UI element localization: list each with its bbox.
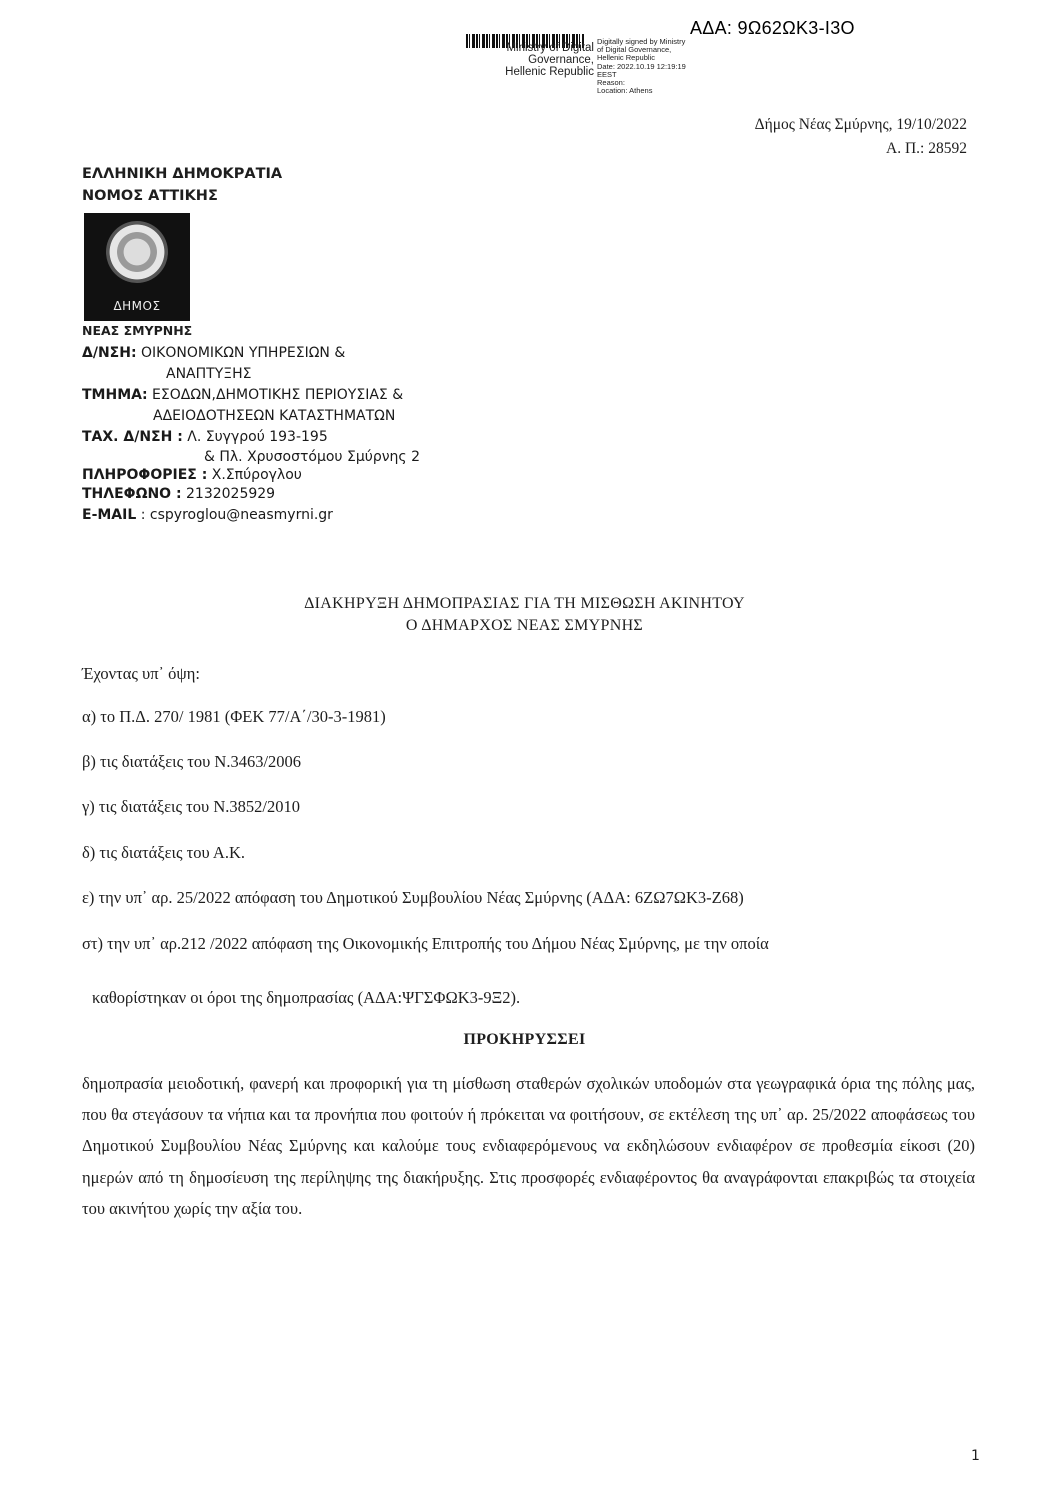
seal-icon <box>106 221 168 283</box>
signature-detail-line: of Digital Governance, <box>597 45 672 55</box>
prefecture-name: ΝΟΜΟΣ ΑΤΤΙΚΗΣ <box>82 188 218 204</box>
consideration-item: γ) τις διατάξεις του Ν.3852/2010 <box>82 797 300 816</box>
logo-text: ΔΗΜΟΣ <box>113 299 161 313</box>
signature-detail-line: Location: Athens <box>597 86 653 96</box>
document-subtitle: Ο ΔΗΜΑΡΧΟΣ ΝΕΑΣ ΣΜΥΡΝΗΣ <box>405 617 644 634</box>
phone-label: ΤΗΛΕΦΩΝΟ : <box>82 486 182 502</box>
phone-row <box>82 486 275 502</box>
page-number: 1 <box>971 1448 980 1464</box>
main-paragraph: δημοπρασία μειοδοτική, φανερή και προφορική για τη μίσθωση σταθερών σχολικών υποδομών στα γεωγραφικά όρια της πόλης μας, που θα στεγάσουν τα νήπια και τα προνήπια που φοιτούν ή πρόκειται να φοιτήσουν, σε εκτέλεση της υπ᾽ αρ. 25/2022 αποφάσεως του Δημοτικού Συμβουλίου Νέας Σμύρνης και καλούμε τους ενδιαφερόμενους να εκδηλώσουν ενδιαφέρον σε προθεσμία είκοσι (20) ημερών από τη δημοσίευση της περίληψης της διακήρυξης. Στις προσφορές ενδιαφέροντος θα αναγράφονται επακριβώς τα στοιχεία του ακινήτου χωρίς την αξία του. <box>82 1074 975 1218</box>
consideration-item: β) τις διατάξεις του Ν.3463/2006 <box>82 752 302 771</box>
signature-detail-line: Digitally signed by Ministry <box>597 37 686 46</box>
directorate-value: ΟΙΚΟΝΟΜΙΚΩΝ ΥΠΗΡΕΣΙΩΝ & <box>141 345 346 361</box>
considering-heading: Έχοντας υπ᾽ όψη: <box>82 664 200 683</box>
proclaims-heading: ΠΡΟΚΗΡΥΣΣΕΙ <box>463 1031 586 1048</box>
consideration-item: α) το Π.Δ. 270/ 1981 (ΦΕΚ 77/Α΄/30-3-1981) <box>82 707 386 726</box>
signature-stamp-name <box>492 42 594 78</box>
consideration-item: δ) τις διατάξεις του Α.Κ. <box>82 843 245 862</box>
directorate-value-2: ΑΝΑΠΤΥΞΗΣ <box>166 366 252 382</box>
phone-value: 2132025929 <box>186 486 276 502</box>
info-label: ΠΛΗΡΟΦΟΡΙΕΣ : <box>82 467 208 483</box>
signature-left-line: Ministry of Digital <box>506 42 594 54</box>
document-title: ΔΙΑΚΗΡΥΞΗ ΔΗΜΟΠΡΑΣΙΑΣ ΓΙΑ ΤΗ ΜΙΣΘΩΣΗ ΑΚΙΝΗΤΟΥ <box>304 595 745 612</box>
address-value-2: & Πλ. Χρυσοστόμου Σμύρνης 2 <box>204 449 420 465</box>
consideration-item-continuation: καθορίστηκαν οι όροι της δημοπρασίας (ΑΔΑ:ΨΓΣΦΩΚ3-9Ξ2). <box>92 988 521 1007</box>
department-value: ΕΣΟΔΩΝ,ΔΗΜΟΤΙΚΗΣ ΠΕΡΙΟΥΣΙΑΣ & <box>152 387 404 403</box>
address-label: ΤΑΧ. Δ/ΝΣΗ : <box>82 429 183 445</box>
ada-code: ΑΔΑ: 9Ω62ΩΚ3-Ι3Ο <box>690 18 855 38</box>
consideration-item: ε) την υπ᾽ αρ. 25/2022 απόφαση του Δημοτικού Συμβουλίου Νέας Σμύρνης (ΑΔΑ: 6ΖΩ7ΩΚ3-Ζ68) <box>82 888 744 907</box>
department-row <box>82 387 403 403</box>
address-value: Λ. Συγγρού 193-195 <box>187 429 328 445</box>
signature-detail-line: EEST <box>597 69 617 79</box>
email-value: : cspyroglou@neasmyrni.gr <box>140 507 333 523</box>
protocol-number: Α. Π.: 28592 <box>886 140 967 157</box>
place-date: Δήμος Νέας Σμύρνης, 19/10/2022 <box>754 116 967 133</box>
country-name: ΕΛΛΗΝΙΚΗ ΔΗΜΟΚΡΑΤΙΑ <box>82 166 283 182</box>
municipality-name: ΝΕΑΣ ΣΜΥΡΝΗΣ <box>82 323 193 338</box>
signature-detail-line: Reason: <box>597 78 625 88</box>
signature-detail-line: Hellenic Republic <box>597 53 655 63</box>
email-label: E-MAIL <box>82 507 137 523</box>
directorate-row <box>82 345 345 361</box>
signature-detail-line: Date: 2022.10.19 12:19:19 <box>597 61 686 71</box>
signature-left-line: Hellenic Republic <box>505 66 594 78</box>
department-value-2: ΑΔΕΙΟΔΟΤΗΣΕΩΝ ΚΑΤΑΣΤΗΜΑΤΩΝ <box>153 408 396 424</box>
address-row <box>82 429 328 445</box>
info-value: Χ.Σπύρογλου <box>211 467 302 483</box>
email-row <box>82 507 333 523</box>
signature-left-line: Governance, <box>528 54 594 66</box>
signature-stamp-details <box>597 38 686 95</box>
municipality-logo <box>84 213 190 321</box>
consideration-item: στ) την υπ᾽ αρ.212 /2022 απόφαση της Οικονομικής Επιτροπής του Δήμου Νέας Σμύρνης, με την οποία <box>82 934 769 953</box>
info-row <box>82 467 302 483</box>
directorate-label: Δ/ΝΣΗ: <box>82 345 137 361</box>
department-label: ΤΜΗΜΑ: <box>82 387 148 403</box>
